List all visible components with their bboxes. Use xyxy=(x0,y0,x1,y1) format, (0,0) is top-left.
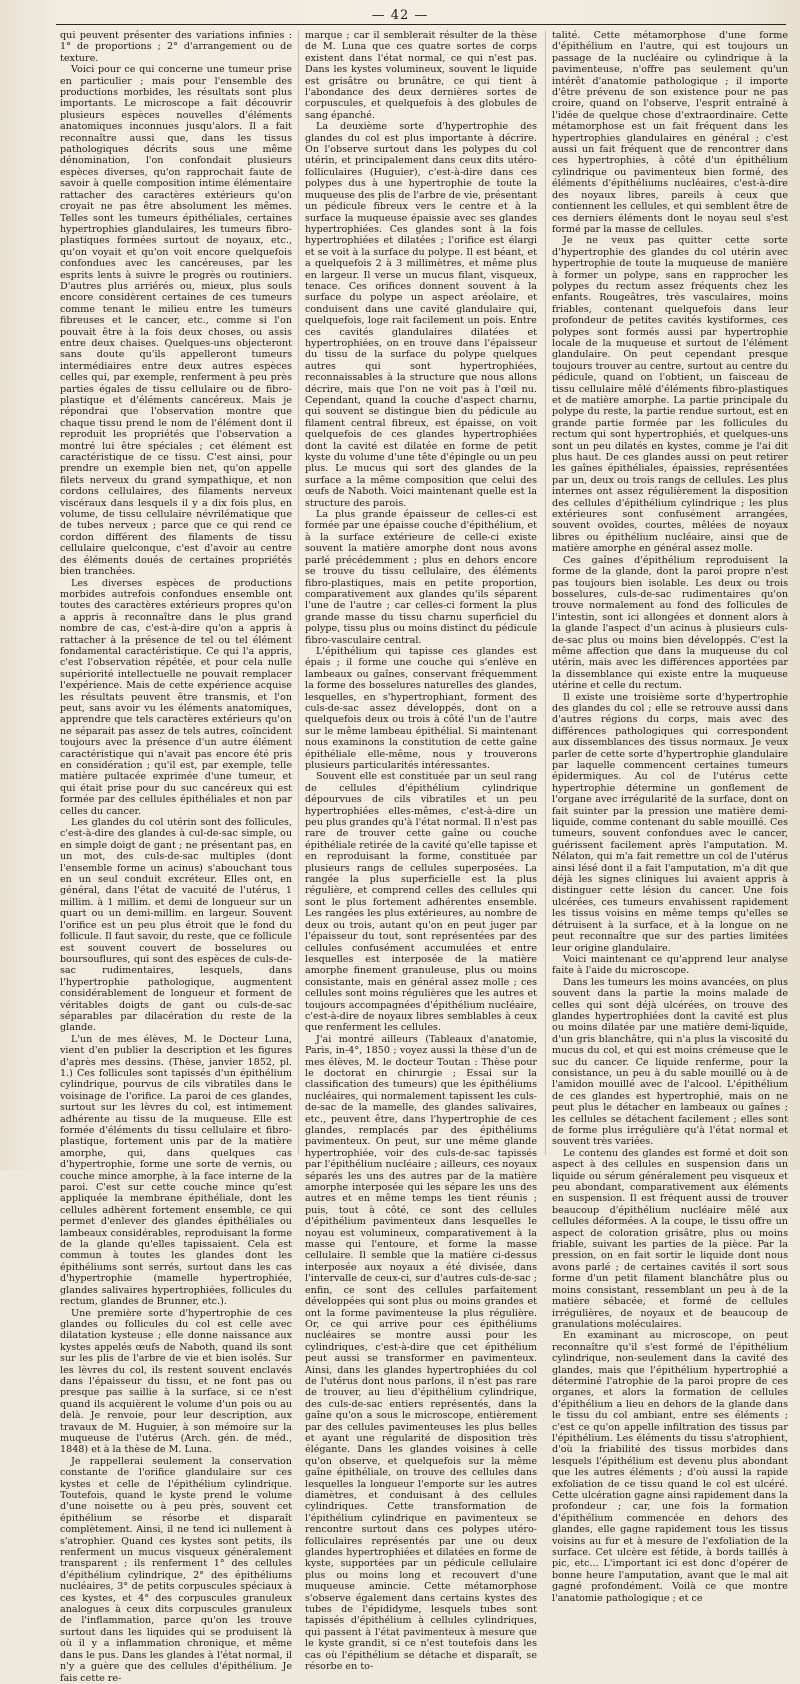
paragraph: marque ; car il semblerait résulter de la thèse de M. Luna que ces quatre sortes de corps existent dans l'état normal, ce qui n'est pas. Dans les kystes volumineux, souvent le liquide est grisâtre ou brunâtre, ce qui tient à l'abondance des deux dernières sortes de corpuscules, et quelquefois à des globules de sang épanché. xyxy=(305,30,537,121)
paragraph: Je rappellerai seulement la conservation constante de l'orifice glandulaire sur ces kystes et celle de l'épithélium cylindrique. Toutefois, quand le kyste prend le volume d'une noisette ou à peu près, souvent cet épithélium se résorbe et disparaît complètement. Ainsi, il ne tend ici nullement à s'atrophier. Quand ces kystes sont petits, ils renferment un mucus visqueux généralement transparent ; ils renferment 1° des cellules d'épithélium cylindrique, 2° des épithéliums nucléaires, 3° de petits corpuscules spéciaux à ces kystes, et 4° des corpuscules granuleux analogues à ceux dits corpuscules granuleux de l'inflammation, parce qu'on les trouve surtout dans les liquides qui se produisent là où il y a inflammation chronique, et même dans le pus. Dans les glandes à l'état normal, il n'y a guère que des cellules d'épithélium. Je fais cette re- xyxy=(60,1455,292,1684)
text-column-left xyxy=(60,30,292,1684)
paragraph: Voici pour ce qui concerne une tumeur prise en particulier ; mais pour l'ensemble des productions morbides, les résultats sont plus importants. Le microscope a fait découvrir plusieurs espèces nouvelles d'éléments anatomiques inconnues jusqu'alors. Il a fait reconnaître aussi que, dans les tissus pathologiques décrits sous une même dénomination, l'on confondait plusieurs espèces diverses, qu'on rapprochait faute de savoir à quelle composition intime élémentaire rattacher des caractères extérieurs qu'on croyait ne pas être absolument les mêmes. Telles sont les tumeurs épithéliales, certaines hypertrophies glandulaires, les tumeurs fibro-plastiques formées surtout de noyaux, etc., qu'on voyait et qu'on voit encore quelquefois confondues avec les cancéreuses, par les esprits lents à suivre le progrès ou routiniers. D'autres plus arriérés ou, mieux, plus souls encore considèrent certaines de ces tumeurs comme tenant le milieu entre les tumeurs fibreuses et le cancer, etc., comme si l'on pouvait être à la fois deux choses, ou assis entre deux chaises. Quelques-uns objecteront sans doute qu'ils appelleront tumeurs intermédiaires entre deux autres espèces celles qui, par exemple, renferment à peu près parties égales de tissu cellulaire ou de fibro-plastique et d'éléments cancéreux. Mais je répondrai que l'observation montre que chaque tissu prend le nom de l'élément dont il reproduit les propriétés que l'observation a montré lui être spéciales ; cet élément est caractéristique de ce tissu. C'est ainsi, pour prendre un exemple bien net, qu'on appelle filets nerveux du grand sympathique, et non cordons cellulaires, des filaments nerveux viscéraux dans lesquels il y a dix fois plus, en volume, de tissu cellulaire névrilématique que de tubes nerveux ; parce que ce qui rend ce cordon différent des filaments de tissu cellulaire quelconque, c'est d'avoir au centre des éléments doués de certaines propriétés bien tranchées. xyxy=(60,64,292,578)
paragraph: L'épithélium qui tapisse ces glandes est épais ; il forme une couche qui s'enlève en lambeaux ou gaînes, conservant fréquemment la forme des bosselures naturelles des glandes, lesquelles, en s'hypertrophiant, forment des culs-de-sac assez développés, dont on a quelquefois deux ou trois à côté l'un de l'autre sur le même lambeau épithélial. Si maintenant nous examinons la constitution de cette gaîne épithéliale elle-même, nous y trouverons plusieurs particularités intéressantes. xyxy=(305,645,537,771)
paragraph: L'un de mes élèves, M. le Docteur Luna, vient d'en publier la description et les figures d'après mes dessins. (Thèse, janvier 1852, pl. 1.) Ces follicules sont tapissés d'un épithélium cylindrique, pourvus de cils vibratiles dans le voisinage de l'orifice. La paroi de ces glandes, surtout sur les lèvres du col, est intimement adhérente au tissu de la muqueuse. Elle est formée d'éléments du tissu cellulaire et fibro-plastique, fortement unis par de la matière amorphe, qui, dans quelques cas d'hypertrophie, forme une sorte de vernis, ou couche mince amorphe, à la face interne de la paroi. C'est sur cette couche mince qu'est appliquée la membrane épithéliale, dont les cellules adhèrent fortement ensemble, ce qui permet d'enlever des glandes épithéliales ou lambeaux considérables, reproduisant la forme de la glande qu'elles tapissaient. Cela est commun à toutes les glandes dont les épithéliums sont serrés, surtout dans les cas d'hypertrophie (mamelle hypertrophiée, glandes salivaires hypertrophiées, follicules du rectum, glandes de Brunner, etc.). xyxy=(60,1033,292,1308)
paragraph: Ces gaînes d'épithélium reproduisent la forme de la glande, dont la paroi propre n'est pas toujours bien isolable. Les deux ou trois bosselures, culs-de-sac rudimentaires qu'on trouve normalement au fond des follicules de l'intestin, sont ici allongées et donnent alors à la glande l'aspect d'un acinus à plusieurs culs-de-sac plus ou moins bien développés. C'est la même affection que dans la muqueuse du col utérin, mais avec les différences apportées par la dissemblance qui existe entre la muqueuse utérine et celle du rectum. xyxy=(552,554,788,692)
paragraph: Voici maintenant ce qu'apprend leur analyse faite à l'aide du microscope. xyxy=(552,953,788,977)
paragraph: La plus grande épaisseur de celles-ci est formée par une épaisse couche d'épithélium, et à la surface extérieure de celle-ci existe souvent la matière amorphe dont nous avons parlé précédemment ; plus en dehors encore se trouve du tissu cellulaire, des éléments fibro-plastiques, mais en petite proportion, comparativement aux glandes qu'ils séparent l'une de l'autre ; car celles-ci forment la plus grande masse du tissu charnu superficiel du polype, tissu plus ou moins distinct du pédicule fibro-vasculaire central. xyxy=(305,509,537,646)
paragraph: En examinant au microscope, on peut reconnaître qu'il s'est formé de l'épithélium cylindrique, non-seulement dans la cavité des glandes, mais que l'épithélium hypertrophié a déterminé l'atrophie de la paroi propre de ces organes, et alors la formation de cellules d'épithélium a lieu en dehors de la glande dans le tissu du col ambiant, entre ses éléments ; c'est ce qu'on appelle infiltration des tissus par l'épithélium. Les éléments du tissu s'atrophient, d'où la friabilité des tissus morbides dans lesquels l'épithélium est devenu plus abondant que les autres éléments ; d'où aussi la rapide exfoliation de ce tissu quand le col est ulcéré. Cette ulcération gagne ainsi rapidement dans la profondeur ; car, une fois la formation d'épithélium commencée en dehors des glandes, elle gagne rapidement tous les tissus voisins au fur et à mesure de l'exfoliation de la surface. Cet ulcère est fétide, à bords taillés à pic, etc... L'important ici est donc d'opérer de bonne heure l'amputation, avant que le mal ait gagné profondément. Voilà ce que montre l'anatomie pathologique ; et ce xyxy=(552,1330,788,1604)
paragraph: J'ai montré ailleurs (Tableaux d'anatomie, Paris, in-4°, 1850 ; voyez aussi la thèse d'un de mes élèves, M. le docteur Toutan : Thèse pour le doctorat en chirurgie ; Essai sur la classification des tumeurs) que les épithéliums nucléaires, qui normalement tapissent les culs-de-sac de la mamelle, des glandes salivaires, etc., peuvent être, dans l'hypertrophie de ces glandes, remplacés par des épithéliums pavimenteux. On peut, sur une même glande hypertrophiée, voir des culs-de-sac tapissés par l'épithélium nucléaire ; ailleurs, ces noyaux séparés les uns des autres par de la matière amorphe interposée qui les sépare les uns des autres et en même temps les tient réunis ; puis, tout à côté, ce sont des cellules d'épithélium pavimenteux dans lesquelles le noyau est volumineux, comparativement à la masse qui l'entoure, et forme la masse cellulaire. Il semble que la matière ci-dessus interposée aux noyaux a été divisée, dans l'intervalle de ceux-ci, sur d'autres culs-de-sac ; enfin, ce sont des cellules parfaitement développées qui sont plus ou moins grandes et ont la forme pavimenteuse la plus régulière. Or, ce qui arrive pour ces épithéliums nucléaires se montre aussi pour les cylindriques, c'est-à-dire que cet épithélium peut aussi se transformer en pavimenteux. Ainsi, dans les glandes hypertrophiées du col de l'utérus dont nous parlons, il n'est pas rare de trouver, au lieu d'épithélium cylindrique, des culs-de-sac entiers représentés, dans la gaîne qu'on a sous le microscope, entièrement par des cellules pavimenteuses les plus belles et ayant une régularité de disposition très élégante. Dans les glandes voisines à celle qu'on observe, et quelquefois sur la même gaîne épithéliale, on trouve des cellules dans lesquelles la longueur l'emporte sur les autres diamètres, et conduisant à des cellules cylindriques. Cette transformation de l'épithélium cylindrique en pavimenteux se rencontre surtout dans ces polypes utéro-folliculaires représentés par une ou deux glandes hypertrophiées et dilatées en forme de kyste, supportées par un pédicule cellulaire plus ou moins long et recouvert d'une muqueuse amincie. Cette métamorphose s'observe également dans certains kystes des tubes de l'épididyme, lesquels tubes sont tapissés d'épithélium à cellules cylindriques, qui passent à l'état pavimenteux à mesure que le kyste grandit, si ce n'est toutefois dans les cas où l'épithélium se détache et disparaît, se résorbe en to- xyxy=(305,1033,537,1673)
paragraph: La deuxième sorte d'hypertrophie des glandes du col est plus importante à décrire. On l'observe surtout dans les polypes du col utérin, et principalement dans ceux dits utéro-folliculaires (Huguier), c'est-à-dire dans ces polypes dus à une hypertrophie de toute la muqueuse des plis de l'arbre de vie, présentant un pédicule fibreux vers le centre et à la surface la muqueuse épaissie avec ses glandes hypertrophiées. Ces glandes sont à la fois hypertrophiées et dilatées ; l'orifice est élargi et se voit à la surface du polype. Il est béant, et a quelquefois 2 à 3 millimètres, et même plus en largeur. Il verse un mucus filant, visqueux, tenace. Ces orifices donnent souvent à la surface du polype un aspect aréolaire, et conduisent dans une cavité glandulaire qui, quelquefois, loge rait facilement un pois. Entre ces cavités glandulaires dilatées et hypertrophiées, on en trouve dans l'épaisseur du tissu de la surface du polype quelques autres qui sont hypertrophiées, reconnaissables à la structure que nous allons décrire, mais que l'on ne voit pas à l'œil nu. Cependant, quand la couche d'aspect charnu, qui souvent se distingue bien du pédicule au filament central fibreux, est épaisse, on voit quelquefois de ces glandes hypertrophiées dont la cavité est dilatée en forme de petit kyste du volume d'une tête d'épingle ou un peu plus. Le mucus qui sort des glandes de la surface a la même composition que celui des œufs de Naboth. Voici maintenant quelle est la structure des parois. xyxy=(305,121,537,509)
paragraph: Les glandes du col utérin sont des follicules, c'est-à-dire des glandes à cul-de-sac simple, ou en simple doigt de gant ; ne présentant pas, en un mot, des culs-de-sac multiples (dont l'ensemble forme un acinus) s'abouchant tous en un seul conduit excréteur. Elles ont, en général, dans l'état de vacuité de l'utérus, 1 millim. à 1 millim. et demi de longueur sur un quart ou un demi-millim. en largeur. Souvent l'orifice est un peu plus étroit que le fond du follicule. Il faut savoir, du reste, que ce follicule est souvent couvert de bosselures ou boursouflures, qui sont des espèces de culs-de-sac rudimentaires, lesquels, dans l'hypertrophie pathologique, augmentent considérablement de longueur et forment de véritables doigts de gant ou culs-de-sac séparables par dilacération du reste de la glande. xyxy=(60,817,292,1034)
page-number: — 42 — xyxy=(371,8,429,23)
paragraph: Le contenu des glandes est formé et doit son aspect à des cellules en suspension dans un liquide ou sérum généralement peu visqueux et peu abondant, comparativement aux éléments en suspension. Il est fréquent aussi de trouver beaucoup d'épithélium nucléaire mêlé aux cellules déformées. A la coupe, le tissu offre un aspect de coloration grisâtre, plus ou moins friable, suivant les parties de la pièce. Par la pression, on en fait sortir le liquide dont nous avons parlé ; de certaines cavités il sort sous forme d'un petit filament blanchâtre plus ou moins consistant, ressemblant un peu à de la matière sébacée, et formé de cellules irrégulières, de noyaux et de beaucoup de granulations moléculaires. xyxy=(552,1147,788,1330)
paragraph: Il existe une troisième sorte d'hypertrophie des glandes du col ; elle se retrouve aussi dans d'autres régions du corps, mais avec des différences pathologiques qui correspondent aux dissemblances des tissus normaux. Je veux parler de cette sorte d'hypertrophie glandulaire par laquelle commencent certaines tumeurs épidermiques. Au col de l'utérus cette hypertrophie détermine un gonflement de l'organe avec irrégularité de la surface, dont on fait suinter par la pression une matière demi-liquide, comme contenant du sable mouillé. Ces tumeurs, souvent confondues avec le cancer, guérissent facilement après l'amputation. M. Nélaton, qui m'a fait remettre un col de l'utérus ainsi lésé dont il a fait l'amputation, m'a dit que déjà les signes cliniques lui avaient appris à distinguer cette lésion du cancer. Une fois ulcérées, ces tumeurs envahissent rapidement les tissus voisins en même temps qu'elles se détruisent à la surface, et à la longue on ne peut reconnaître que sur des parties limitées leur origine glandulaire. xyxy=(552,691,788,954)
column-gutter xyxy=(545,30,546,1155)
paragraph: talité. Cette métamorphose d'une forme d'épithélium en l'autre, qui est toujours un passage de la nucléaire ou cylindrique à la pavimenteuse, n'offre pas seulement qu'un intérêt d'anatomie pathologique ; il importe d'être prévenu de son existence pour ne pas croire, quand on l'observe, l'esprit entraîné à l'idée de quelque chose d'extraordinaire. Cette métamorphose est un fait fréquent dans les hypertrophies glandulaires en général ; c'est aussi un fait fréquent que de rencontrer dans ces hypertrophies, à côté d'un épithélium cylindrique ou pavimenteux bien formé, des éléments d'épithéliums nucléaires, c'est-à-dire des noyaux libres, pareils à ceux que contiennent les cellules, et qui semblent être de ces derniers éléments dont le noyau seul s'est formé par la masse de cellules. xyxy=(552,30,788,235)
paragraph: Une première sorte d'hypertrophie de ces glandes ou follicules du col est celle avec dilatation kysteuse ; elle donne naissance aux kystes appelés œufs de Naboth, quand ils sont sur les plis de l'arbre de vie et bien isolés. Sur les lèvres du col, ils restent souvent enclavés dans l'épaisseur du tissu, et ne font pas ou presque pas saillie à la surface, si ce n'est quand ils acquièrent le volume d'un pois ou au delà. Je renvoie, pour leur description, aux travaux de M. Huguier, à son mémoire sur la muqueuse de l'utérus (Arch. gén. de méd., 1848) et à la thèse de M. Luna. xyxy=(60,1307,292,1456)
paragraph: Je ne veux pas quitter cette sorte d'hypertrophie des glandes du col utérin avec hypertrophie de toute la muqueuse de manière à former un polype, sans en rapprocher les polypes du rectum assez fréquents chez les enfants. Rougeâtres, très vasculaires, moins friables, contenant quelquefois dans leur profondeur de petites cavités kystiformes, ces polypes sont formés aussi par hypertrophie locale de la muqueuse et surtout de l'élément glandulaire. On peut cependant presque toujours trouver au centre, surtout au centre du pédicule, quand on l'obtient, un faisceau de tissu cellulaire mêlé d'éléments fibro-plastiques et de matière amorphe. La partie principale du polype du reste, la partie rendue surtout, est en grande partie formée par les follicules du rectum qui sont hypertrophiés, et quelques-uns sont un peu dilatés en kystes, comme je l'ai dit plus haut. De ces glandes aussi on peut retirer les gaînes épithéliales, épaissies, représentées par un, deux ou trois rangs de cellules. Les plus internes ont assez régulièrement la disposition des cellules d'épithélium cylindrique ; les plus extérieures sont confusément arrangées, souvent ovoïdes, courtes, mêlées de noyaux libres ou épithélium nucléaire, ainsi que de matière amorphe en général assez molle. xyxy=(552,235,788,555)
paragraph: qui peuvent présenter des variations infinies : 1° de proportions ; 2° d'arrangement ou de texture. xyxy=(60,30,292,64)
paragraph: Dans les tumeurs les moins avancées, on plus souvent dans la partie la moins malade de celles qui sont déjà ulcérées, on trouve des glandes hypertrophiées dont la cavité est plus ou moins dilatée par une matière demi-liquide, d'un gris blanchâtre, qui n'a plus la viscosité du mucus du col, et qui est moins crémeuse que le suc du cancer. Ce liquide renferme, pour la consistance, un peu à du sable mouillé ou à de l'amidon mouillé avec de l'alcool. L'épithélium de ces glandes est hypertrophié, mais on ne peut plus le détacher en lambeaux ou gaînes ; les cellules se détachent facilement ; elles sont de forme plus irrégulière qu'à l'état normal et souvent très variées. xyxy=(552,976,788,1148)
text-column-middle xyxy=(305,30,537,1673)
column-gutter xyxy=(298,30,299,1155)
text-column-right xyxy=(552,30,788,1604)
paragraph: Souvent elle est constituée par un seul rang de cellules d'épithélium cylindrique dépourvues de cils vibratiles et un peu hypertrophiées elles-mêmes, c'est-à-dire un peu plus grandes qu'à l'état normal. Il n'est pas rare de trouver cette gaîne ou couche épithéliale retirée de la cavité qu'elle tapisse et en reproduisant la forme, constituée par plusieurs rangs de cellules superposées. La rangée la plus superficielle est la plus régulière, et comprend celles des cellules qui sont le plus fortement adhérentes ensemble. Les rangées les plus extérieures, au nombre de deux ou trois, autant qu'on en peut juger par l'épaisseur du tout, sont représentées par des cellules confusément accumulées et entre lesquelles est interposée de la matière amorphe finement granuleuse, plus ou moins consistante, mais en général assez molle ; ces cellules sont moins régulières que les autres et toujours accompagnées d'épithélium nucléaire, c'est-à-dire de noyaux libres semblables à ceux que renferment les cellules. xyxy=(305,771,537,1034)
page-header xyxy=(0,2,800,24)
header-rule xyxy=(56,24,786,25)
paragraph: Les diverses espèces de productions morbides autrefois confondues ensemble ont toutes des caractères extérieurs propres qu'on a appris à reconnaître dans le plus grand nombre de cas, c'est-à-dire qu'on a appris à rattacher à la présence de tel ou tel élément fondamental caractéristique. Ce qui l'a appris, c'est l'observation répétée, et pour cela nulle supériorité intellectuelle ne pouvait remplacer l'expérience. Mais de cette expérience acquise les résultats peuvent être transmis, et l'on peut, sans avoir vu les éléments anatomiques, apprendre que tels caractères extérieurs qu'on ne séparait pas assez de tels autres, coïncident toujours avec la présence d'un autre élément caractéristique qui n'avait pas encore été pris en considération ; qu'il est, par exemple, telle matière pultacée exprimée d'une tumeur, et qui était prise pour du suc cancéreux qui est formée par des cellules épithéliales et non par celles du cancer. xyxy=(60,577,292,817)
